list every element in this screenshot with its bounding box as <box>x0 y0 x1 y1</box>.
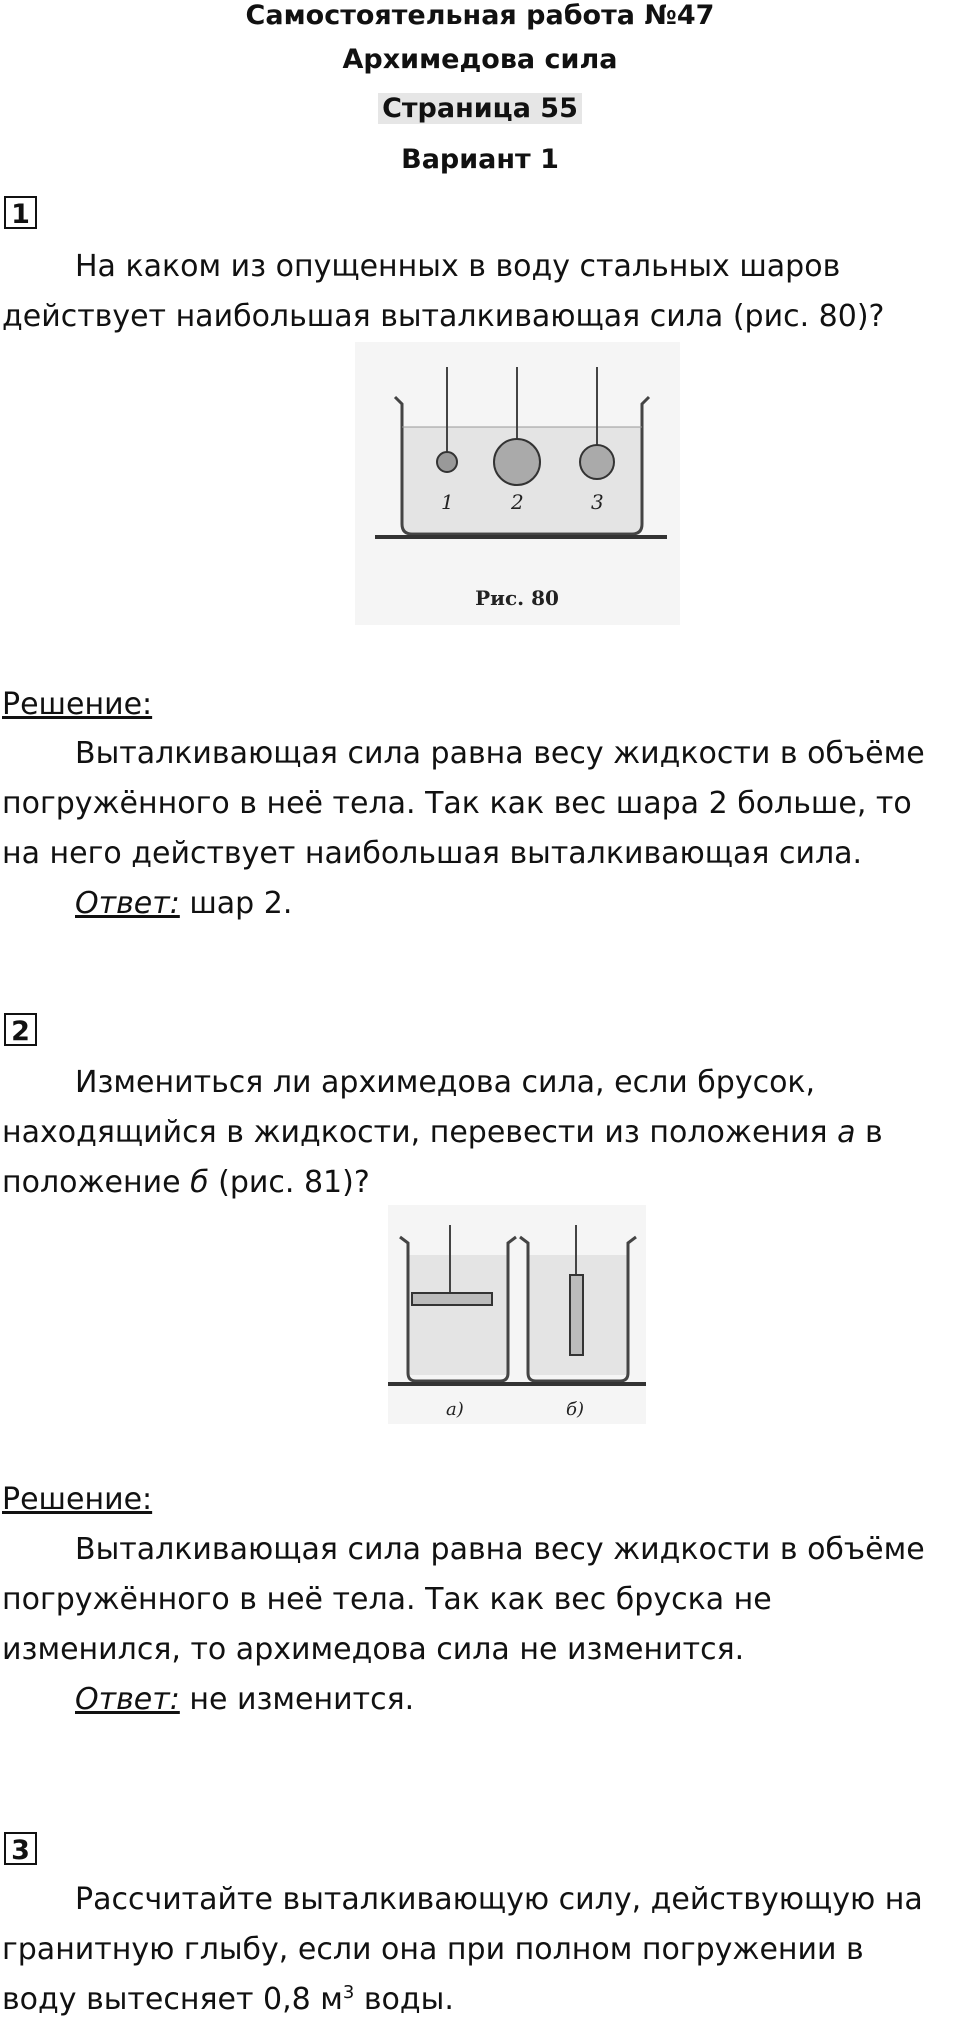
task-2-question <box>2 1058 937 1208</box>
page-title <box>0 93 960 125</box>
block-vertical <box>570 1275 583 1355</box>
position-a: а <box>837 1115 856 1150</box>
task-1-solution: Выталкивающая сила равна весу жидкости в объёме погружённого в неё тела. Так как вес шара 2 больше, то на него действует наибольшая выталкивающая сила. <box>2 736 925 871</box>
block-horizontal <box>412 1293 492 1305</box>
task-1-answer-label: Ответ: <box>75 886 180 921</box>
task-2-question-part3: (рис. 81)? <box>208 1165 370 1200</box>
task-1-answer-text: шар 2. <box>179 886 293 921</box>
ball-label-3: 3 <box>591 490 604 514</box>
ball-label-1: 1 <box>441 490 454 514</box>
figure-81 <box>388 1205 646 1424</box>
cubic-superscript: 3 <box>342 1982 355 2003</box>
figure-81-label-b: б) <box>566 1399 585 1420</box>
ball-1 <box>437 452 457 472</box>
task-3-number: 3 <box>4 1832 37 1865</box>
ball-label-2: 2 <box>511 490 524 514</box>
figure-80-caption: Рис. 80 <box>475 586 559 610</box>
task-1-number: 1 <box>4 196 37 229</box>
task-2-answer <box>75 1675 935 1725</box>
position-b: б <box>190 1165 209 1200</box>
task-3-question-part1: Рассчитайте выталкивающую силу, действующую на гранитную глыбу, если она при полном погружении в воду вытесняет 0,8 м <box>2 1882 923 2017</box>
task-2-question-part2: в положение <box>2 1115 883 1200</box>
task-1-question: На каком из опущенных в воду стальных шаров действует наибольшая выталкивающая сила (рис. 80)? <box>2 249 885 334</box>
task-2-question-part1: Измениться ли архимедова сила, если брусок, находящийся в жидкости, перевести из положения <box>2 1065 838 1150</box>
topic-title: Архимедова сила <box>342 44 618 75</box>
task-3-question <box>2 1875 937 2025</box>
task-3-question-part2: воды. <box>354 1982 454 2017</box>
variant-title: Вариант 1 <box>401 144 559 175</box>
task-2-answer-label: Ответ: <box>75 1682 180 1717</box>
work-title: Самостоятельная работа №47 <box>245 0 715 31</box>
task-1-answer <box>75 879 935 929</box>
figure-80 <box>355 342 680 625</box>
task-2-solution-label: Решение: <box>2 1482 153 1517</box>
page-label: Страница 55 <box>378 93 582 124</box>
task-2-answer-text: не изменится. <box>179 1682 415 1717</box>
ball-2 <box>494 439 540 485</box>
task-1-solution-label: Решение: <box>2 687 153 722</box>
ball-3 <box>580 445 614 479</box>
figure-81-label-a: а) <box>446 1399 464 1420</box>
task-2-number: 2 <box>4 1013 37 1046</box>
task-2-solution: Выталкивающая сила равна весу жидкости в объёме погружённого в неё тела. Так как вес бруска не изменился, то архимедова сила не изменится. <box>2 1532 925 1667</box>
